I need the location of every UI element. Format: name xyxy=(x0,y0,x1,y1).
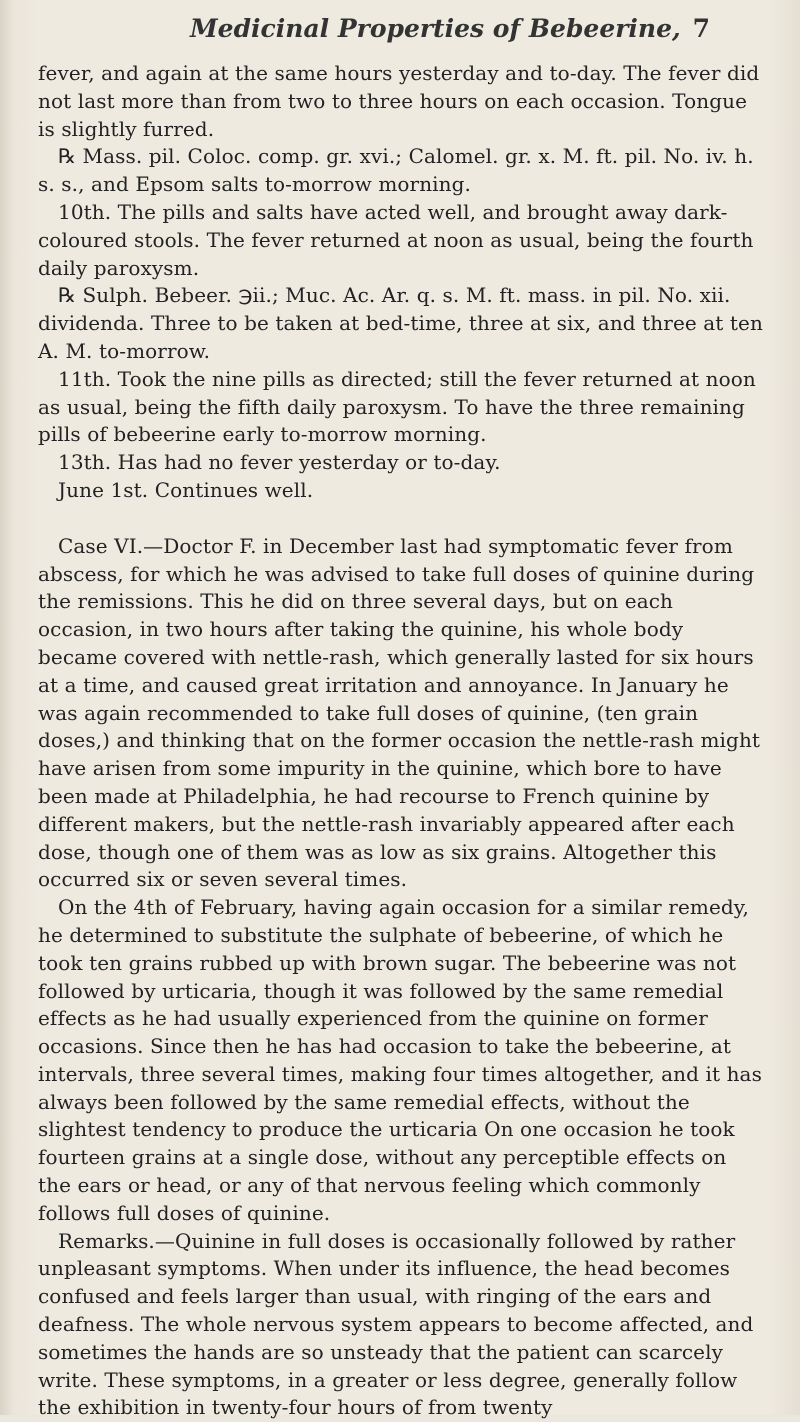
paragraph-case-vi: Case VI.—Doctor F. in December last had symptomatic fever from abscess, for which he was advised to take full doses of quinine during the remissions. This he did on three several days, but on each occasion, in two hours after taking the quinine, his whole body became covered with nettle-rash, which generally lasted for six hours at a time, and caused great irritation and annoyance. In January he was again recommended to take full doses of quinine, (ten grain doses,) and thinking that on the former occasion the nettle-rash might have arisen from some impurity in the quinine, which bore to have been made at Philadelphia, he had recourse to French quinine by different makers, but the nettle-rash invariably appeared after each dose, though one of them was as low as six grains. Altogether this occurred six or seven several times. xyxy=(38,533,761,892)
paragraph-10th: 10th. The pills and salts have acted well, and brought away dark-coloured stools. The fever returned at noon as usual, being the fourth daily paroxysm. xyxy=(38,199,754,280)
running-title: Medicinal Properties of Bebeerine, xyxy=(190,14,681,43)
page-number: 7 xyxy=(692,14,710,43)
paragraph-remarks: Remarks.—Quinine in full doses is occasionally followed by rather unpleasant symptoms. When under its influence, the head becomes confused and feels larger than usual, with ringing of the ears and deafness. The whole nervous system appears to become affected, and sometimes the hands are so unsteady that the patient can scarcely write. These symptoms, in a greater or less degree, generally follow the exhibition in twenty-four hours of from twenty xyxy=(38,1228,754,1420)
paragraph-11th: 11th. Took the nine pills as directed; still the fever returned at noon as usual, being the fifth daily paroxysm. To have the three remaining pills of bebeerine early to-morrow morning. xyxy=(38,366,756,447)
running-header xyxy=(190,14,710,43)
section-gap xyxy=(38,505,764,533)
paragraph-13th: 13th. Has had no fever yesterday or to-day. xyxy=(58,450,501,475)
paragraph-fever-continued: fever, and again at the same hours yesterday and to-day. The fever did not last more than from two to three hours on each occasion. Tongue is slightly furred. xyxy=(38,61,760,141)
paragraph-prescription-2: ℞ Sulph. Bebeer. ℈ii.; Muc. Ac. Ar. q. s. M. ft. mass. in pil. No. xii. dividenda. Three to be taken at bed-time, three at six, and three at ten A. M. to-morrow. xyxy=(38,283,763,363)
paragraph-june: June 1st. Continues well. xyxy=(58,477,314,502)
paragraph-prescription-1: ℞ Mass. pil. Coloc. comp. gr. xvi.; Calomel. gr. x. M. ft. pil. No. iv. h. s. s., and Epsom salts to-morrow morning. xyxy=(38,144,754,197)
paragraph-february: On the 4th of February, having again occasion for a similar remedy, he determined to substitute the sulphate of bebeerine, of which he took ten grains rubbed up with brown sugar. The bebeerine was not followed by urticaria, though it was followed by the same remedial effects as he had usually experienced from the quinine on former occasions. Since then he has had occasion to take the bebeerine, at intervals, three several times, making four times altogether, and it has always been followed by the same remedial effects, without the slightest tendency to produce the urticaria On one occasion he took fourteen grains at a single dose, without any perceptible effects on the ears or head, or any of that nervous feeling which commonly follows full doses of quinine. xyxy=(38,895,762,1225)
body-text xyxy=(38,60,764,1422)
